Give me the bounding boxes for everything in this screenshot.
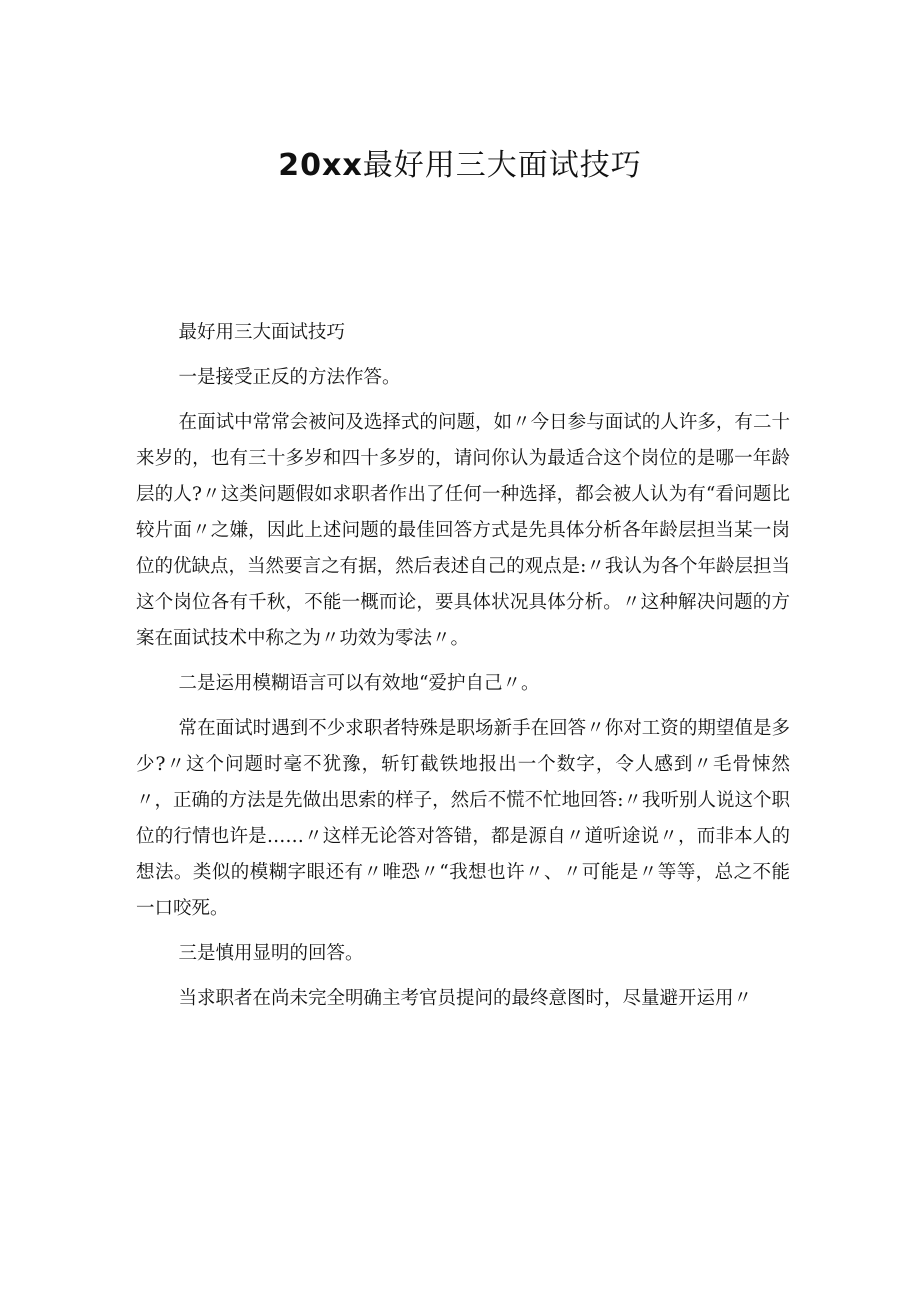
document-body <box>136 315 790 1026</box>
document-title <box>0 140 920 184</box>
subtitle-paragraph: 最好用三大面试技巧 <box>178 322 346 343</box>
tip-three-body: 当求职者在尚未完全明确主考官员提问的最终意图时，尽量避开运用〃 <box>178 988 753 1009</box>
tip-two-heading: 二是运用模糊语言可以有效地“爱护自己〃。 <box>178 673 540 694</box>
tip-one-heading: 一是接受正反的方法作答。 <box>178 367 401 388</box>
tip-one-body: 在面试中常常会被问及选择式的问题，如〃今日参与面试的人许多，有二十来岁的，也有三十多岁和四十多岁的，请问你认为最适合这个岗位的是哪一年龄层的人?〃这类问题假如求职者作出了任何一种选择，都会被人认为有“看问题比较片面〃之嫌，因此上述问题的最佳回答方式是先具体分析各年龄层担当某一岗位的优缺点，当然要言之有据，然后表述自己的观点是:〃我认为各个年龄层担当这个岗位各有千秋，不能一概而论，要具体状况具体分析。〃这种解决问题的方案在面试技术中称之为〃功效为零法〃。 <box>136 412 790 649</box>
tip-two-body: 常在面试时遇到不少求职者特殊是职场新手在回答〃你对工资的期望值是多少?〃这个问题时毫不犹豫，斩钉截铁地报出一个数字，令人感到〃毛骨悚然〃，正确的方法是先做出思索的样子，然后不慌不忙地回答:〃我听别人说这个职位的行情也许是……〃这样无论答对答错，都是源自〃道听途说〃，而非本人的想法。类似的模糊字眼还有〃唯恐〃“我想也许〃、〃可能是〃等等，总之不能一口咬死。 <box>136 718 790 919</box>
title-text: 最好用三大面试技巧 <box>362 148 642 183</box>
title-year: 20xx <box>278 148 363 183</box>
tip-three-heading: 三是慎用显明的回答。 <box>178 943 364 964</box>
